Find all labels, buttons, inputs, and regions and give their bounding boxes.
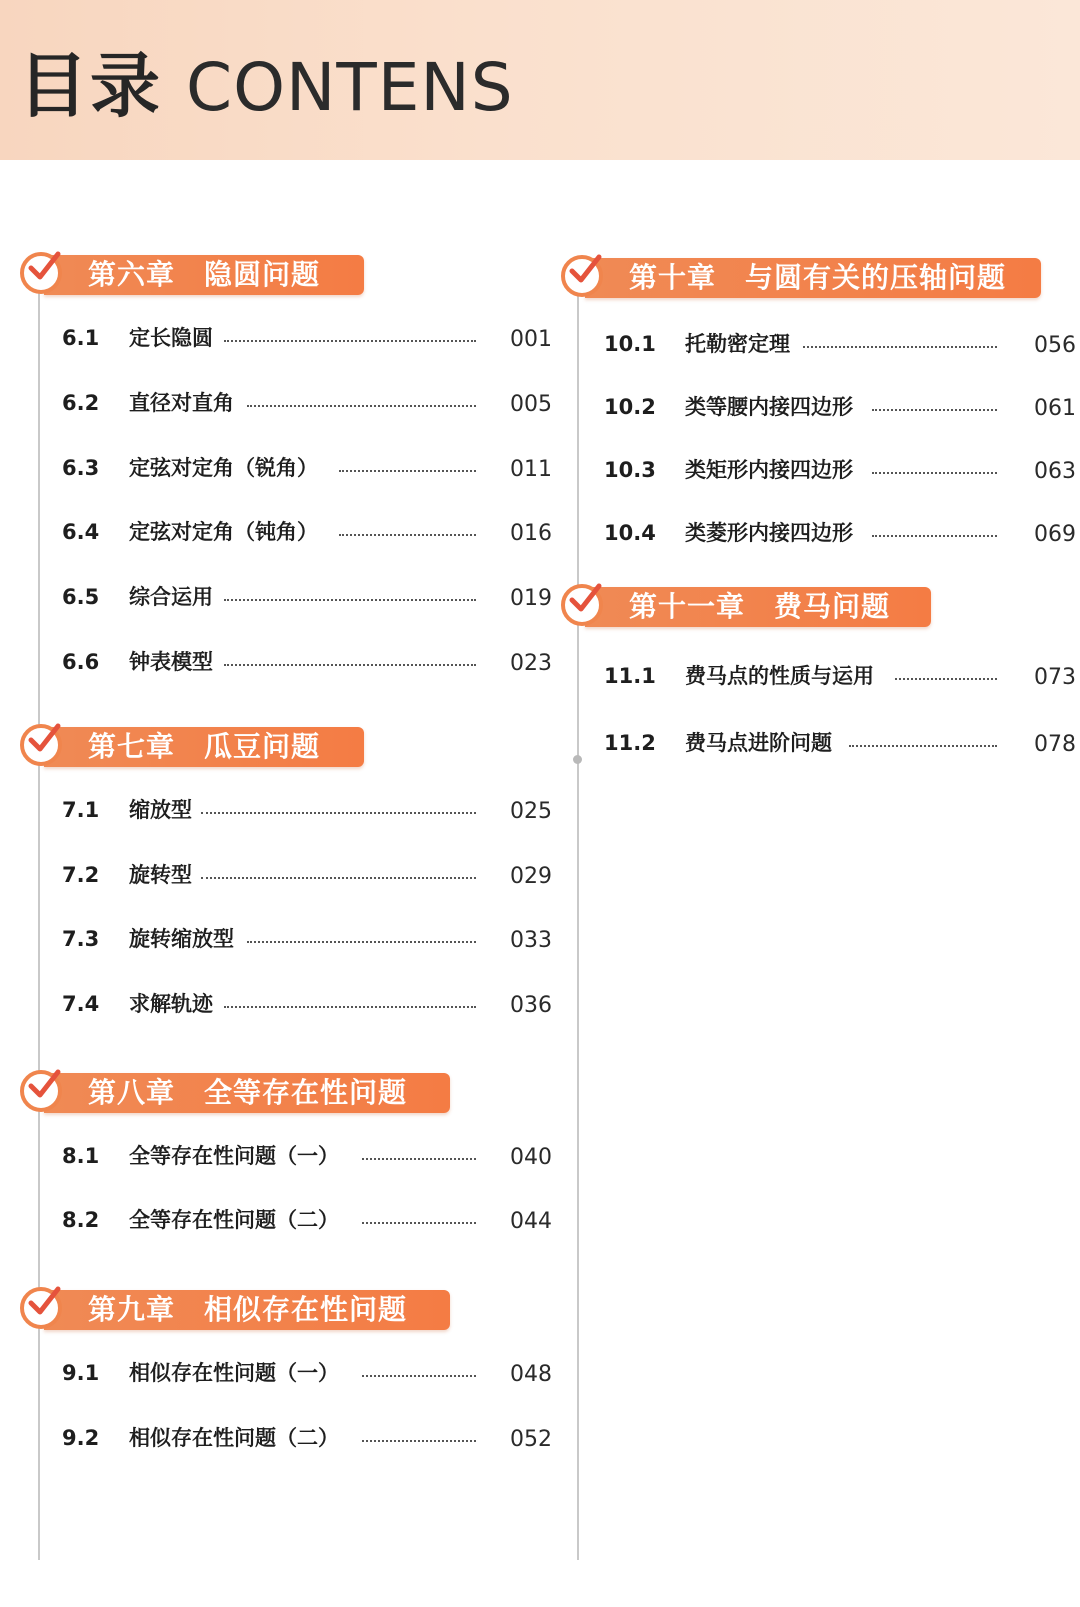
- page-number: 019: [510, 586, 552, 611]
- page-title-cn: 目录: [18, 45, 162, 127]
- entry-number: 7.1: [62, 798, 100, 822]
- chapter-heading: [44, 727, 364, 767]
- toc-entry[interactable]: [62, 860, 550, 890]
- checkmark-circle-icon: [20, 1287, 62, 1329]
- dot-leader: [872, 409, 997, 411]
- page-number: 025: [510, 799, 552, 824]
- toc-entry[interactable]: [604, 455, 1074, 485]
- entry-title: 直径对直角: [129, 391, 234, 415]
- entry-title: 缩放型: [129, 798, 192, 822]
- chapter-heading: [44, 1290, 450, 1330]
- toc-entry[interactable]: [62, 647, 550, 677]
- entry-number: 8.2: [62, 1208, 100, 1232]
- entry-number: 11.1: [604, 664, 656, 688]
- dot-leader: [247, 941, 476, 943]
- page-number: 073: [1034, 665, 1076, 690]
- toc-entry[interactable]: [62, 453, 550, 483]
- toc-entry[interactable]: [62, 582, 550, 612]
- page-number: 056: [1034, 333, 1076, 358]
- toc-entry[interactable]: [604, 661, 1074, 691]
- dot-leader: [224, 340, 476, 342]
- toc-entry[interactable]: [604, 392, 1074, 422]
- entry-number: 6.1: [62, 326, 100, 350]
- checkmark-circle-icon: [20, 252, 62, 294]
- toc-entry[interactable]: [62, 795, 550, 825]
- page-number: 005: [510, 392, 552, 417]
- entry-number: 9.2: [62, 1426, 100, 1450]
- chapter-title: 第九章 相似存在性问题: [88, 1293, 408, 1326]
- dot-leader: [362, 1222, 476, 1224]
- dot-leader: [803, 346, 997, 348]
- entry-number: 10.2: [604, 395, 656, 419]
- dot-leader: [362, 1440, 476, 1442]
- chapter-heading: [585, 587, 931, 627]
- toc-entry[interactable]: [62, 1358, 550, 1388]
- entry-number: 6.6: [62, 650, 100, 674]
- page-number: 069: [1034, 522, 1076, 547]
- page-number: 044: [510, 1209, 552, 1234]
- checkmark-circle-icon: [561, 255, 603, 297]
- entry-title: 综合运用: [129, 585, 213, 609]
- page-number: 033: [510, 928, 552, 953]
- entry-title: 全等存在性问题（二）: [129, 1208, 339, 1232]
- page-number: 061: [1034, 396, 1076, 421]
- entry-title: 全等存在性问题（一）: [129, 1144, 339, 1168]
- page-number: 078: [1034, 732, 1076, 757]
- dot-leader: [872, 535, 997, 537]
- dot-leader: [224, 1006, 476, 1008]
- chapter-heading: [44, 255, 364, 295]
- entry-title: 费马点的性质与运用: [685, 664, 874, 688]
- entry-number: 9.1: [62, 1361, 100, 1385]
- dot-leader: [872, 472, 997, 474]
- page-number: 048: [510, 1362, 552, 1387]
- entry-number: 6.5: [62, 585, 100, 609]
- page-number: 029: [510, 864, 552, 889]
- chapter-heading: [585, 258, 1041, 298]
- chapter-title: 第八章 全等存在性问题: [88, 1076, 408, 1109]
- page-number: 023: [510, 651, 552, 676]
- entry-number: 8.1: [62, 1144, 100, 1168]
- checkmark-circle-icon: [20, 724, 62, 766]
- toc-entry[interactable]: [62, 323, 550, 353]
- page-number: 063: [1034, 459, 1076, 484]
- entry-title: 相似存在性问题（二）: [129, 1426, 339, 1450]
- page-number: 001: [510, 327, 552, 352]
- entry-title: 旋转型: [129, 863, 192, 887]
- page-number: 016: [510, 521, 552, 546]
- toc-entry[interactable]: [62, 1141, 550, 1171]
- divider-dot: [573, 755, 582, 764]
- toc-entry[interactable]: [62, 924, 550, 954]
- page-number: 011: [510, 457, 552, 482]
- entry-title: 托勒密定理: [685, 332, 790, 356]
- toc-entry[interactable]: [604, 329, 1074, 359]
- chapter-title: 第六章 隐圆问题: [88, 258, 321, 291]
- page-title-en: CONTENS: [186, 49, 514, 126]
- header-banner: [0, 0, 1080, 160]
- dot-leader: [362, 1375, 476, 1377]
- entry-number: 6.4: [62, 520, 100, 544]
- toc-entry[interactable]: [62, 1205, 550, 1235]
- entry-number: 10.4: [604, 521, 656, 545]
- entry-title: 类矩形内接四边形: [685, 458, 853, 482]
- page-number: 036: [510, 993, 552, 1018]
- toc-entry[interactable]: [604, 728, 1074, 758]
- entry-title: 类菱形内接四边形: [685, 521, 853, 545]
- toc-entry[interactable]: [62, 1423, 550, 1453]
- entry-title: 定长隐圆: [129, 326, 213, 350]
- dot-leader: [224, 664, 476, 666]
- entry-title: 钟表模型: [129, 650, 213, 674]
- entry-number: 11.2: [604, 731, 656, 755]
- entry-number: 7.3: [62, 927, 100, 951]
- entry-title: 定弦对定角（钝角）: [129, 520, 318, 544]
- page-number: 052: [510, 1427, 552, 1452]
- right-column-divider: [577, 270, 579, 1560]
- entry-title: 旋转缩放型: [129, 927, 234, 951]
- entry-title: 费马点进阶问题: [685, 731, 832, 755]
- chapter-title: 第七章 瓜豆问题: [88, 730, 321, 763]
- chapter-title: 第十章 与圆有关的压轴问题: [629, 261, 1007, 294]
- dot-leader: [201, 877, 476, 879]
- entry-number: 6.3: [62, 456, 100, 480]
- checkmark-circle-icon: [20, 1070, 62, 1112]
- toc-entry[interactable]: [62, 388, 550, 418]
- dot-leader: [849, 745, 997, 747]
- entry-title: 求解轨迹: [129, 992, 213, 1016]
- entry-number: 7.4: [62, 992, 100, 1016]
- dot-leader: [224, 599, 476, 601]
- chapter-heading: [44, 1073, 450, 1113]
- dot-leader: [362, 1158, 476, 1160]
- dot-leader: [247, 405, 476, 407]
- entry-number: 10.3: [604, 458, 656, 482]
- dot-leader: [201, 812, 476, 814]
- page-number: 040: [510, 1145, 552, 1170]
- entry-title: 定弦对定角（锐角）: [129, 456, 318, 480]
- entry-number: 7.2: [62, 863, 100, 887]
- dot-leader: [895, 678, 997, 680]
- entry-title: 相似存在性问题（一）: [129, 1361, 339, 1385]
- dot-leader: [339, 534, 476, 536]
- checkmark-circle-icon: [561, 584, 603, 626]
- chapter-title: 第十一章 费马问题: [629, 590, 891, 623]
- toc-entry[interactable]: [62, 517, 550, 547]
- entry-number: 10.1: [604, 332, 656, 356]
- toc-entry[interactable]: [62, 989, 550, 1019]
- entry-title: 类等腰内接四边形: [685, 395, 853, 419]
- dot-leader: [339, 470, 476, 472]
- entry-number: 6.2: [62, 391, 100, 415]
- left-column-divider: [38, 270, 40, 1560]
- toc-entry[interactable]: [604, 518, 1074, 548]
